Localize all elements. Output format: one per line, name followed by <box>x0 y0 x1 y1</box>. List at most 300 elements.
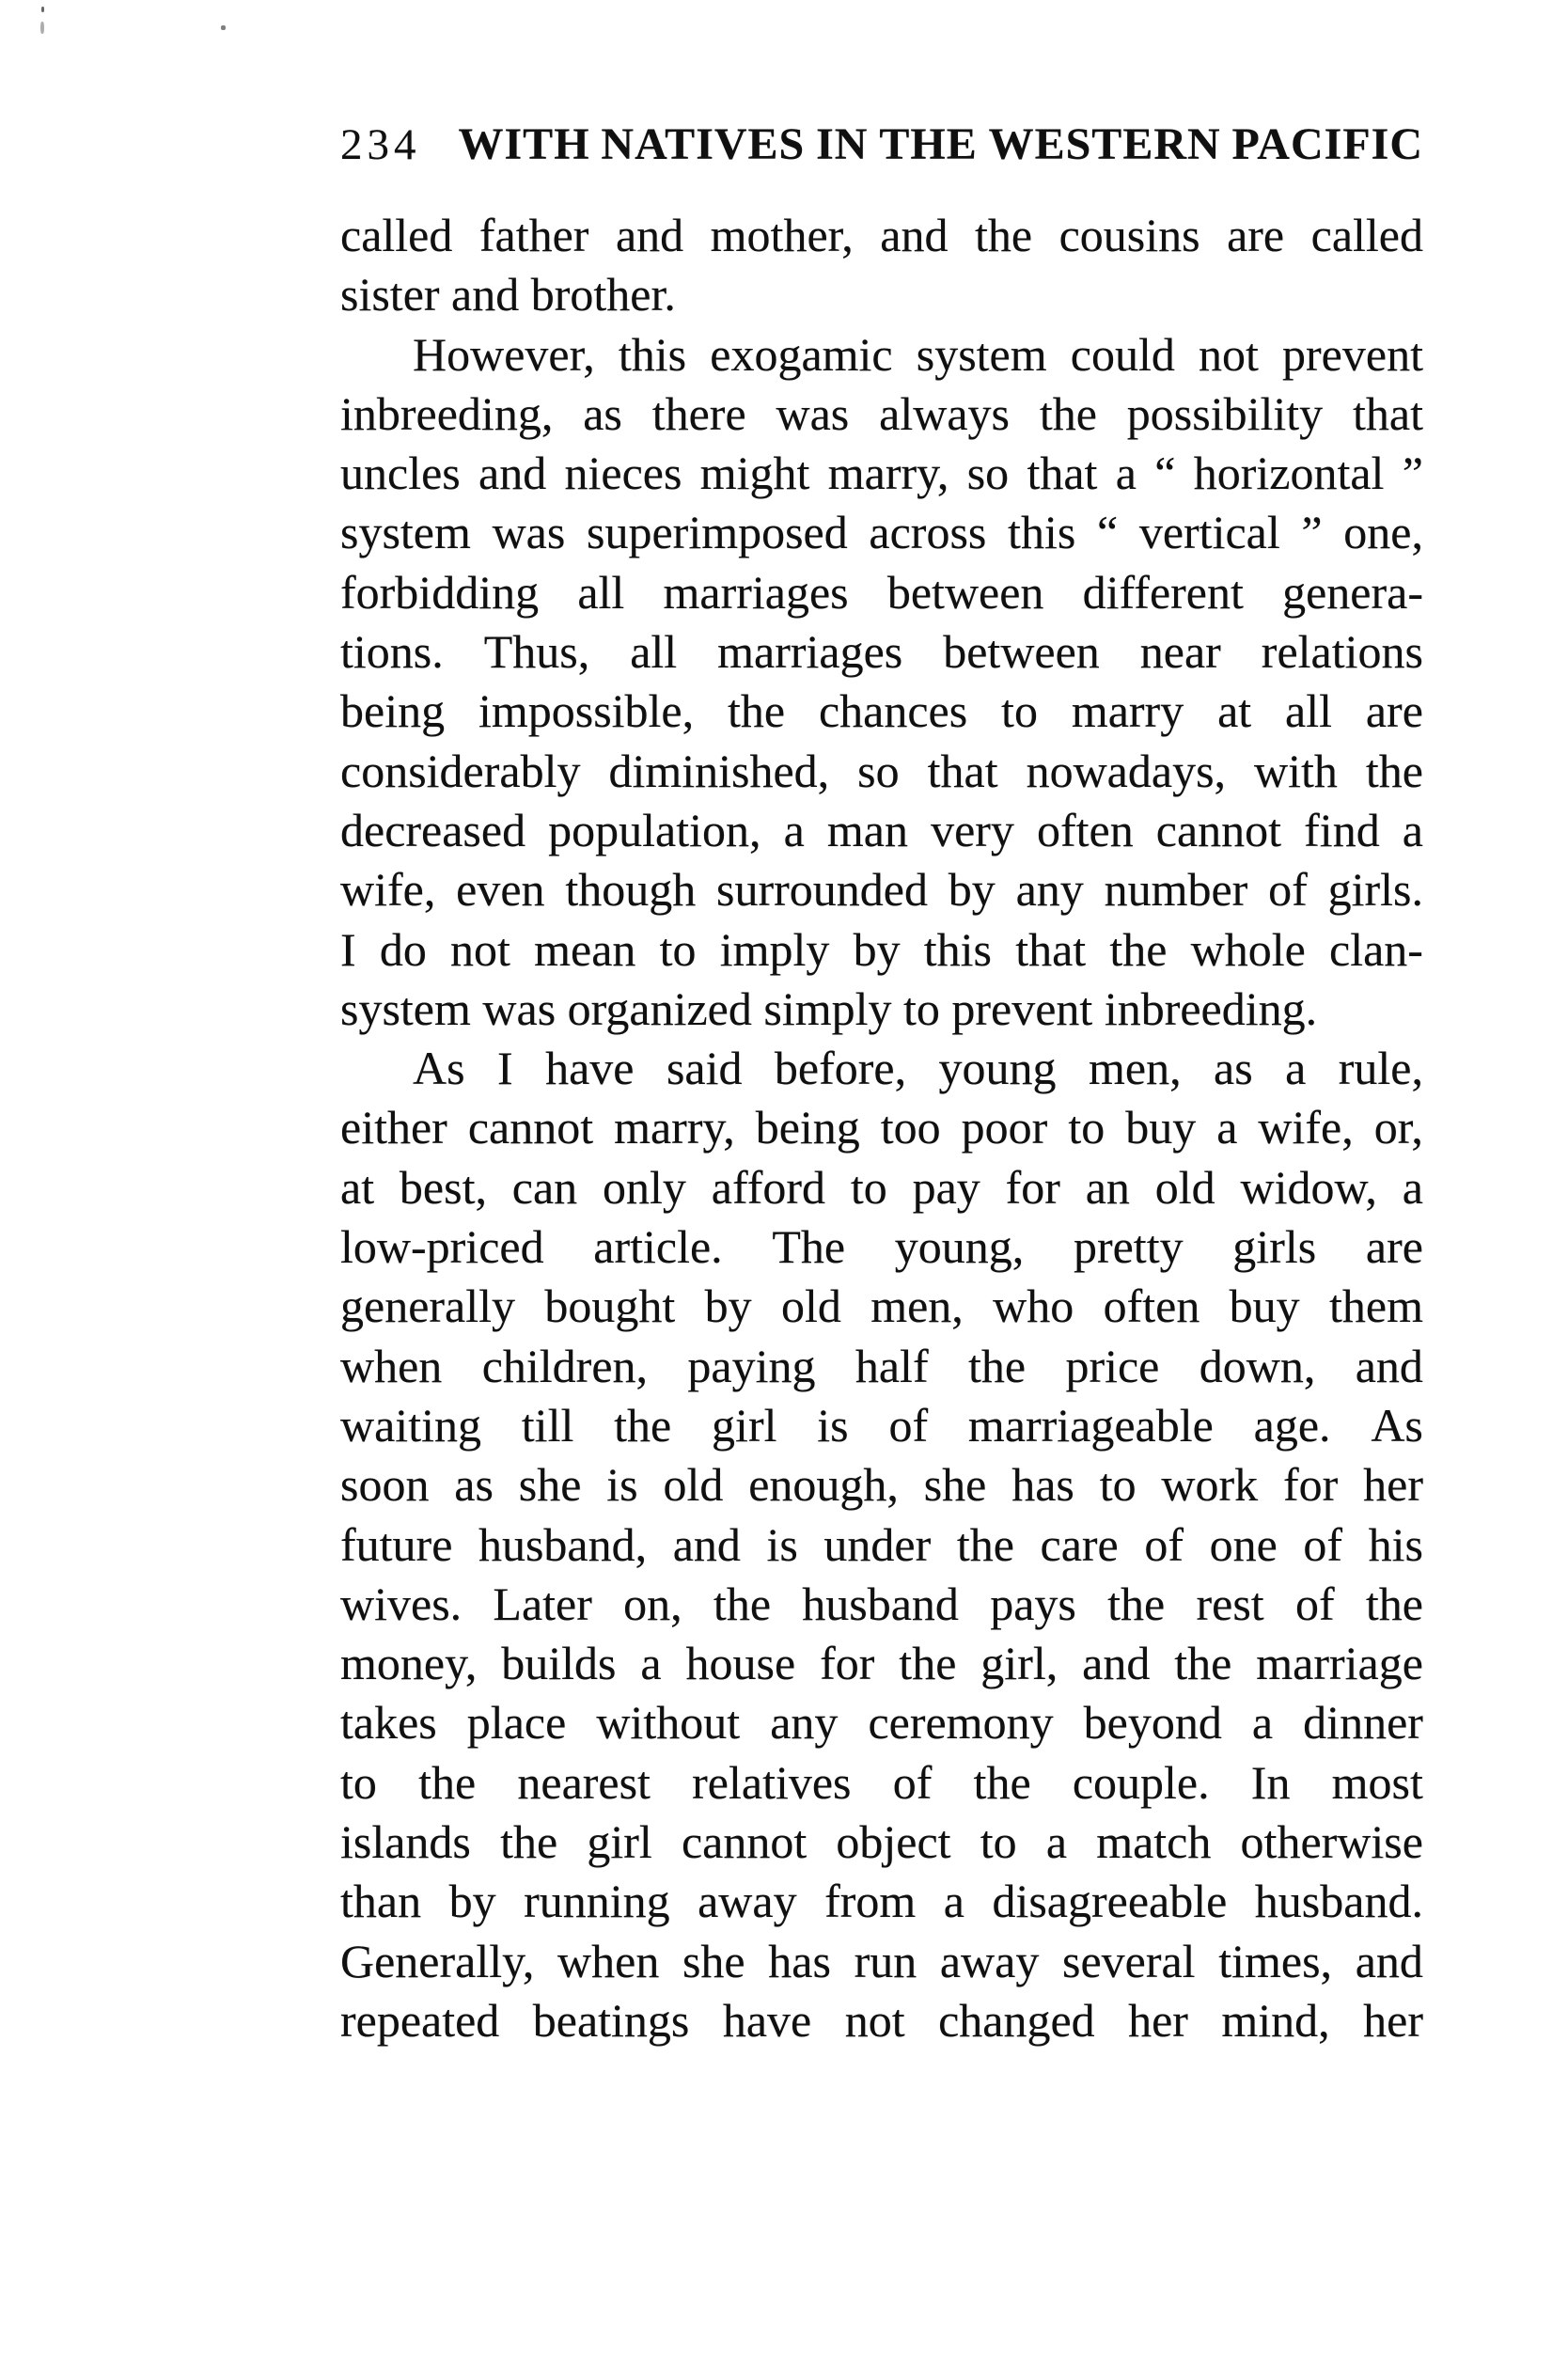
word: all <box>1285 684 1332 738</box>
word: so <box>857 744 900 797</box>
text-line <box>340 1217 1423 1277</box>
word: the <box>973 1755 1031 1809</box>
word: exogamic <box>710 327 893 381</box>
title-word: THE <box>879 119 978 169</box>
word: changed <box>938 1993 1095 2047</box>
word: to <box>1099 1458 1137 1512</box>
word: that <box>1015 922 1087 976</box>
word: Thus, <box>483 625 590 679</box>
word: buy <box>1229 1280 1300 1333</box>
word: from <box>824 1875 917 1928</box>
word: pretty <box>1073 1220 1184 1274</box>
word: as <box>583 386 622 440</box>
word: a <box>1115 447 1137 500</box>
word: and <box>615 209 684 261</box>
word: children, <box>481 1339 649 1392</box>
word: whole <box>1190 922 1306 976</box>
word: near <box>1139 625 1221 679</box>
text-line <box>340 622 1423 682</box>
word: Generally, <box>340 1934 535 1987</box>
word: being <box>755 1101 860 1154</box>
word: of <box>1268 863 1308 917</box>
word: enough, <box>748 1458 899 1512</box>
word: not <box>844 1993 905 2047</box>
word: buy <box>1125 1101 1197 1154</box>
word: In <box>1250 1755 1291 1809</box>
word: this <box>923 922 992 976</box>
word: either <box>340 1101 447 1154</box>
word: of <box>888 1398 929 1452</box>
paragraph <box>340 1039 1423 2050</box>
word: called <box>1310 209 1423 261</box>
word: rule, <box>1338 1042 1423 1095</box>
word: poor <box>961 1101 1048 1154</box>
text-line <box>340 1158 1423 1217</box>
word: that <box>1353 386 1423 440</box>
word: is <box>766 1517 798 1571</box>
word: the <box>728 684 786 738</box>
word: old <box>1154 1160 1215 1214</box>
word: the <box>967 1339 1027 1392</box>
word: across <box>869 506 987 559</box>
word: to <box>340 1755 377 1809</box>
word: diminished, <box>608 744 830 797</box>
word: this <box>618 327 687 381</box>
word: one <box>1209 1517 1278 1571</box>
word: of <box>1144 1517 1184 1571</box>
word: mother, <box>710 209 854 261</box>
scan-speck <box>41 7 44 12</box>
text-line <box>340 1337 1423 1396</box>
word: the <box>1365 1577 1423 1630</box>
word: do <box>379 922 427 976</box>
text-line <box>340 1634 1423 1693</box>
word: the <box>974 209 1033 261</box>
word: for <box>820 1637 875 1690</box>
word: even <box>456 863 545 917</box>
word: of <box>1303 1517 1342 1571</box>
text-line <box>340 1693 1423 1752</box>
word: place <box>466 1696 567 1750</box>
title-word: WITH <box>458 119 590 169</box>
word: beyond <box>1083 1696 1222 1750</box>
word: most <box>1331 1755 1423 1809</box>
word: the <box>899 1637 957 1690</box>
word: girl, <box>980 1637 1058 1690</box>
word: being <box>340 684 446 738</box>
word: system <box>916 327 1047 381</box>
word: dinner <box>1303 1696 1423 1750</box>
word: to <box>1068 1101 1105 1154</box>
word: can <box>511 1160 578 1214</box>
text-line <box>340 563 1423 622</box>
word: the <box>956 1517 1014 1571</box>
word: often <box>1036 803 1134 856</box>
word: the <box>1174 1637 1232 1690</box>
word: cousins <box>1058 209 1200 261</box>
word: a <box>1402 803 1423 856</box>
paragraph <box>340 206 1423 325</box>
word: low-priced <box>340 1220 544 1274</box>
word: than <box>340 1875 422 1928</box>
word: times, <box>1218 1934 1333 1987</box>
word: the <box>500 1815 558 1869</box>
word: that <box>927 744 998 797</box>
word: only <box>603 1160 686 1214</box>
word: with <box>1254 744 1338 797</box>
word: ceremony <box>868 1696 1054 1750</box>
word: by <box>704 1280 752 1333</box>
word: best, <box>399 1160 487 1214</box>
word: a <box>1251 1696 1274 1750</box>
word: not <box>450 922 510 976</box>
word: are <box>1227 209 1285 261</box>
word: Later <box>493 1577 592 1630</box>
word: all <box>577 565 625 619</box>
word: an <box>1085 1160 1130 1214</box>
word: or, <box>1373 1101 1423 1154</box>
text-line <box>340 682 1423 741</box>
word: repeated <box>340 1993 500 2047</box>
text-line <box>340 1575 1423 1634</box>
word: money, <box>340 1637 478 1690</box>
word: pay <box>912 1160 980 1214</box>
word: husband <box>802 1577 959 1630</box>
paragraph <box>340 325 1423 1040</box>
word: age. <box>1253 1398 1331 1452</box>
word: for <box>1005 1160 1060 1214</box>
word: was <box>776 386 850 440</box>
word: any <box>1015 863 1084 917</box>
word: decreased <box>340 803 526 856</box>
word: “ <box>1096 506 1119 559</box>
word: takes <box>340 1696 437 1750</box>
word: called <box>340 209 453 261</box>
word: a <box>1045 1815 1068 1869</box>
word: chances <box>818 684 968 738</box>
word: young <box>938 1042 1057 1095</box>
word: several <box>1062 1934 1196 1987</box>
word: waiting <box>340 1398 481 1452</box>
word: superimposed <box>587 506 848 559</box>
text-line <box>340 503 1423 562</box>
word: imply <box>719 922 830 976</box>
word: to <box>980 1815 1017 1869</box>
word: have <box>722 1993 812 2047</box>
word: any <box>770 1696 839 1750</box>
text-line <box>340 1932 1423 1991</box>
word: marry, <box>827 447 949 500</box>
word: down, <box>1199 1339 1316 1392</box>
word: as <box>1214 1042 1253 1095</box>
text-line <box>340 920 1423 980</box>
word: young, <box>894 1220 1025 1274</box>
word: forbidding <box>340 565 540 619</box>
word: paying <box>687 1339 816 1392</box>
word: beatings <box>532 1993 690 2047</box>
word: old <box>780 1280 841 1333</box>
word: this <box>1008 506 1076 559</box>
word: pays <box>990 1577 1076 1630</box>
word: of <box>892 1755 933 1809</box>
word: marriageable <box>967 1398 1214 1452</box>
word: possibility <box>1126 386 1324 440</box>
word: a <box>1285 1042 1307 1095</box>
word: mean <box>534 922 636 976</box>
word: cannot <box>467 1101 594 1154</box>
word: half <box>855 1339 929 1392</box>
word: her <box>1363 1458 1423 1512</box>
word: rest <box>1196 1577 1264 1630</box>
word: a <box>1402 1160 1423 1214</box>
word: has <box>768 1934 831 1987</box>
word: genera- <box>1282 565 1423 619</box>
word: very <box>931 803 1014 856</box>
word: marry <box>1071 684 1184 738</box>
word: husband, <box>478 1517 648 1571</box>
text-line <box>340 1455 1423 1515</box>
word: she <box>518 1458 582 1512</box>
word: have <box>545 1042 635 1095</box>
word: As <box>413 1042 465 1095</box>
word: without <box>596 1696 741 1750</box>
word: girls. <box>1327 863 1423 917</box>
word: The <box>772 1220 846 1274</box>
word: surrounded <box>716 863 928 917</box>
word: cannot <box>681 1815 808 1869</box>
word: between <box>943 625 1100 679</box>
word: wives. <box>340 1577 463 1630</box>
word: who <box>993 1280 1074 1333</box>
word: wife, <box>1258 1101 1354 1154</box>
word: men, <box>1088 1042 1182 1095</box>
word: tions. <box>340 625 444 679</box>
word: marriages <box>663 565 849 619</box>
page-number: 234 <box>340 120 421 169</box>
word: the <box>418 1755 477 1809</box>
word: has <box>1011 1458 1074 1512</box>
word: are <box>1365 1220 1423 1274</box>
word: However, <box>413 327 595 381</box>
word: said <box>666 1042 743 1095</box>
word: by <box>853 922 901 976</box>
word: a <box>943 1875 964 1928</box>
word: cannot <box>1155 803 1282 856</box>
word: and <box>478 447 547 500</box>
word: ” <box>1301 506 1323 559</box>
word: different <box>1082 565 1244 619</box>
word: her <box>1128 1993 1188 2047</box>
word: relatives <box>692 1755 852 1809</box>
word: when <box>557 1934 660 1987</box>
word: that <box>1027 447 1098 500</box>
word: her <box>1363 1993 1423 2047</box>
word: one, <box>1343 506 1423 559</box>
word: nearest <box>517 1755 651 1809</box>
word: could <box>1070 327 1175 381</box>
word: house <box>685 1637 796 1690</box>
text-line <box>340 1039 1423 1098</box>
word: and <box>672 1517 741 1571</box>
word: the <box>1107 1577 1166 1630</box>
word: for <box>1283 1458 1339 1512</box>
word: future <box>340 1517 453 1571</box>
word: too <box>880 1101 941 1154</box>
word: marry, <box>614 1101 735 1154</box>
word: often <box>1103 1280 1200 1333</box>
word: so <box>966 447 1010 500</box>
word: otherwise <box>1240 1815 1423 1869</box>
word: “ <box>1154 447 1176 500</box>
word: the <box>1039 386 1097 440</box>
word: As <box>1371 1398 1423 1452</box>
word: bought <box>544 1280 676 1333</box>
word: till <box>521 1398 574 1452</box>
word: always <box>879 386 1010 440</box>
word: to <box>659 922 697 976</box>
word: on, <box>623 1577 682 1630</box>
word: there <box>651 386 746 440</box>
word: the <box>713 1577 772 1630</box>
word: relations <box>1261 625 1423 679</box>
word: the <box>614 1398 672 1452</box>
word: run <box>854 1934 917 1987</box>
word: widow, <box>1240 1160 1377 1214</box>
word: running <box>524 1875 670 1928</box>
word: disagreeable <box>992 1875 1228 1928</box>
word: system <box>340 506 471 559</box>
word: men, <box>870 1280 964 1333</box>
word: a <box>640 1637 662 1690</box>
word: husband. <box>1254 1875 1423 1928</box>
word: the <box>1109 922 1168 976</box>
word: vertical <box>1138 506 1280 559</box>
word: by <box>948 863 996 917</box>
word: to <box>1001 684 1038 738</box>
word: though <box>565 863 697 917</box>
word: of <box>1294 1577 1335 1630</box>
word: girls <box>1232 1220 1317 1274</box>
word: girl <box>587 1815 652 1869</box>
word: impossible, <box>478 684 695 738</box>
word: before, <box>774 1042 907 1095</box>
text-line <box>340 385 1423 444</box>
word: clan- <box>1329 922 1423 976</box>
word: the <box>1365 744 1423 797</box>
text-line <box>340 801 1423 860</box>
title-word: PACIFIC <box>1231 119 1423 169</box>
page-title <box>459 115 1424 174</box>
word: are <box>1365 684 1423 738</box>
word: father <box>478 209 589 261</box>
word: I <box>340 922 356 976</box>
word: his <box>1368 1517 1423 1571</box>
word: afford <box>711 1160 825 1214</box>
word: a <box>783 803 805 856</box>
text-line <box>340 1991 1423 2050</box>
word: builds <box>501 1637 617 1690</box>
text-line <box>340 1098 1423 1157</box>
word: object <box>836 1815 951 1869</box>
text-line <box>340 206 1423 265</box>
word: considerably <box>340 744 581 797</box>
word: care <box>1040 1517 1119 1571</box>
word: ” <box>1402 447 1423 500</box>
word: a <box>1216 1101 1238 1154</box>
word: not <box>1199 327 1259 381</box>
word: was <box>492 506 566 559</box>
word: number <box>1104 863 1248 917</box>
text-block <box>340 206 1423 2050</box>
word: population, <box>548 803 761 856</box>
text-line <box>340 742 1423 801</box>
word: at <box>1217 684 1252 738</box>
scan-speck <box>221 25 226 30</box>
word: find <box>1304 803 1380 856</box>
word: she <box>682 1934 745 1987</box>
word: inbreeding, <box>340 386 554 440</box>
word: and <box>1082 1637 1151 1690</box>
word: price <box>1065 1339 1160 1392</box>
text-line <box>340 1872 1423 1931</box>
word: and <box>1355 1934 1423 1987</box>
scan-speck <box>40 22 44 34</box>
word: generally <box>340 1280 516 1333</box>
word: prevent <box>1282 327 1423 381</box>
word: uncles <box>340 447 461 500</box>
word: girl <box>712 1398 777 1452</box>
word: away <box>939 1934 1040 1987</box>
word: and <box>1355 1339 1423 1392</box>
text-line <box>340 1396 1423 1455</box>
word: man <box>826 803 908 856</box>
word: couple. <box>1072 1755 1210 1809</box>
word: marriage <box>1256 1637 1423 1690</box>
text-line <box>340 1515 1423 1575</box>
word: by <box>448 1875 496 1928</box>
text-line: sister and brother. <box>340 268 676 322</box>
word: match <box>1096 1815 1212 1869</box>
word: marriages <box>717 625 903 679</box>
title-word: IN <box>816 119 869 169</box>
word: under <box>823 1517 932 1571</box>
word: mind, <box>1221 1993 1330 2047</box>
word: all <box>630 625 678 679</box>
word: she <box>923 1458 987 1512</box>
word: when <box>340 1339 443 1392</box>
text-line <box>340 1277 1423 1336</box>
word: horizontal <box>1193 447 1385 500</box>
word: at <box>340 1160 375 1214</box>
text-line <box>340 1813 1423 1872</box>
title-word: NATIVES <box>601 119 806 169</box>
word: nowadays, <box>1026 744 1227 797</box>
text-line <box>340 325 1423 385</box>
word: article. <box>593 1220 723 1274</box>
text-line <box>340 860 1423 919</box>
word: work <box>1161 1458 1259 1512</box>
word: islands <box>340 1815 471 1869</box>
running-head <box>340 115 1423 175</box>
text-line <box>340 444 1423 503</box>
word: is <box>817 1398 849 1452</box>
title-word: WESTERN <box>988 119 1221 169</box>
word: away <box>698 1875 797 1928</box>
word: and <box>880 209 949 261</box>
word: wife, <box>340 863 436 917</box>
word: old <box>663 1458 724 1512</box>
text-line: system was organized simply to prevent inbreeding. <box>340 981 1318 1035</box>
